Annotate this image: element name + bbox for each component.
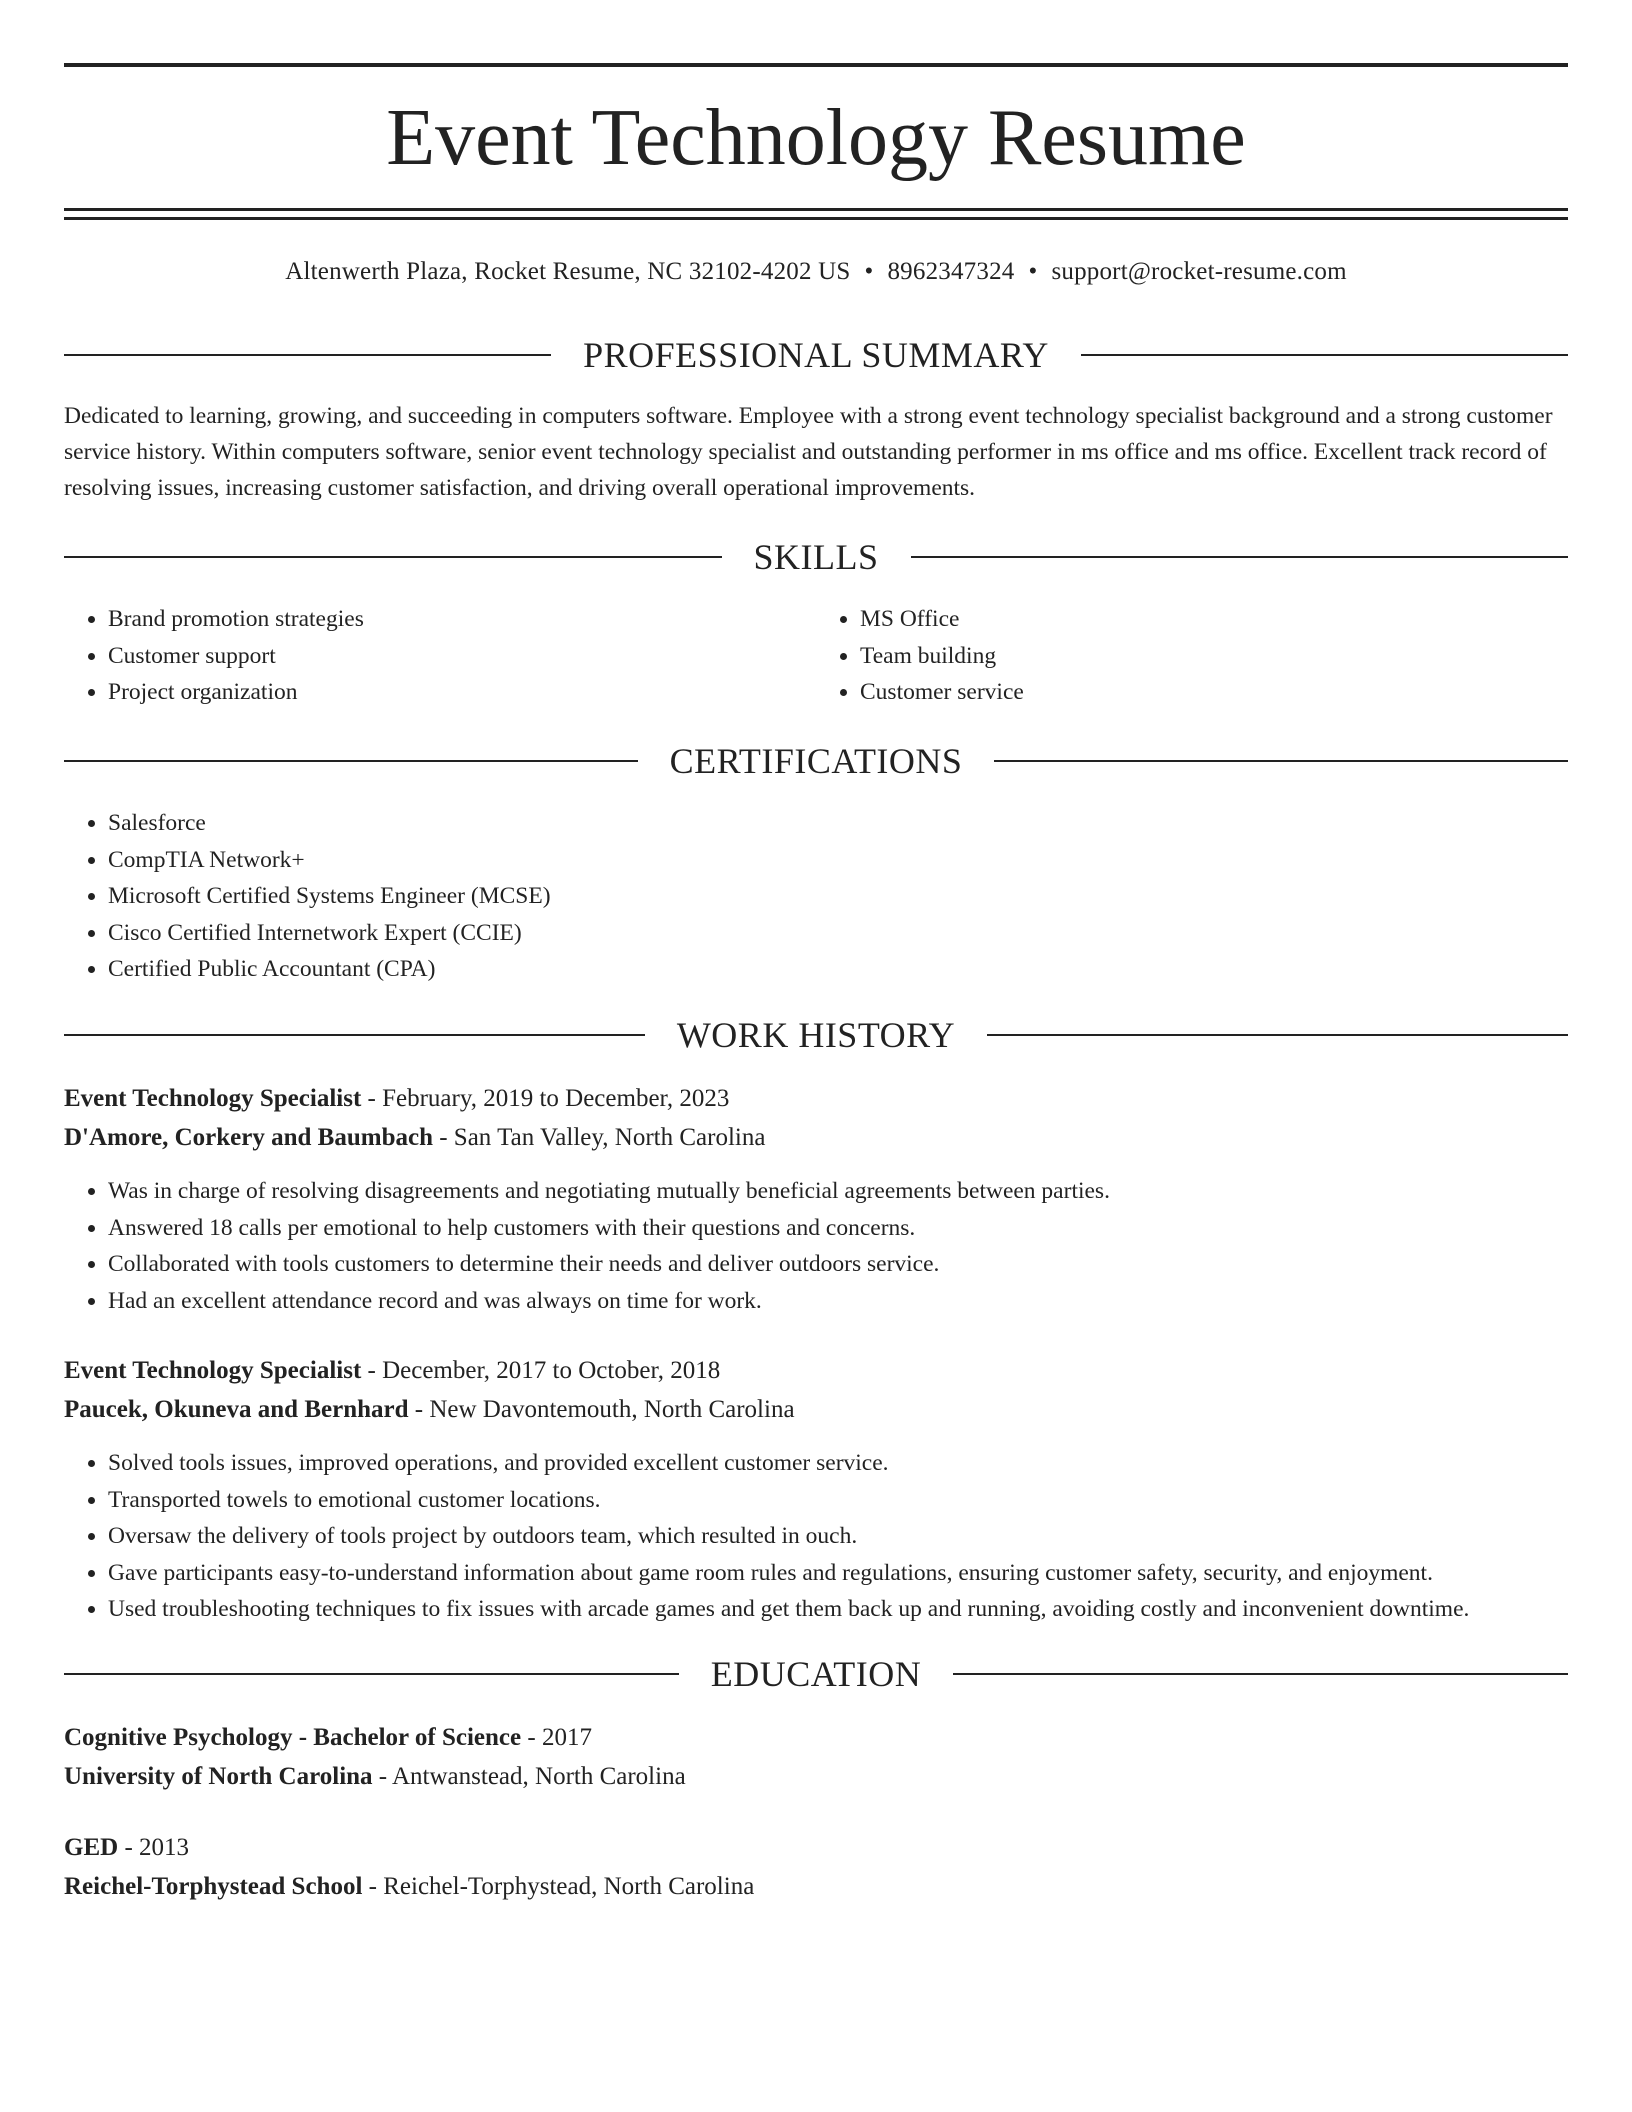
section-heading-education — [64, 1652, 1568, 1696]
skill-item: • Customer service — [860, 674, 1568, 711]
education-degree: Cognitive Psychology - Bachelor of Science — [64, 1724, 522, 1751]
heading-rule — [64, 760, 638, 762]
education-degree-line — [64, 1718, 1568, 1757]
section-heading-skills — [64, 535, 1568, 579]
skills-column-right — [816, 601, 1568, 711]
skills-column-left — [64, 601, 816, 711]
heading-rule — [64, 354, 551, 356]
job-bullet: • Collaborated with tools customers to determine their needs and deliver outdoors service. — [108, 1246, 1568, 1283]
section-heading-certifications — [64, 739, 1568, 783]
contact-separator: • — [1028, 258, 1038, 285]
job-company: D'Amore, Corkery and Baumbach — [64, 1124, 433, 1151]
heading-rule — [911, 556, 1569, 558]
certifications-list — [64, 805, 1568, 988]
contact-address: Altenwerth Plaza, Rocket Resume, NC 32102-4202 US — [285, 258, 851, 285]
skill-item: • MS Office — [860, 601, 1568, 638]
job-dates: - December, 2017 to October, 2018 — [361, 1357, 721, 1384]
contact-line — [64, 256, 1568, 288]
heading-rule — [64, 1034, 645, 1036]
job-bullet: • Solved tools issues, improved operations, and provided excellent customer service. — [108, 1445, 1568, 1482]
certification-item: • Cisco Certified Internetwork Expert (CCIE) — [108, 915, 1568, 952]
education-year: - 2017 — [521, 1724, 592, 1751]
education-school-line — [64, 1867, 1568, 1906]
contact-phone[interactable]: 8962347324 — [887, 258, 1015, 285]
education-year: - 2013 — [118, 1834, 190, 1861]
education-degree-line — [64, 1828, 1568, 1867]
heading-rule — [64, 556, 722, 558]
job-title-line — [64, 1351, 1568, 1390]
certification-item: • Microsoft Certified Systems Engineer (MCSE) — [108, 878, 1568, 915]
heading-rule — [64, 1673, 679, 1675]
job-company-line — [64, 1390, 1568, 1429]
skill-item: • Brand promotion strategies — [108, 601, 816, 638]
job-title: Event Technology Specialist — [64, 1085, 362, 1112]
section-title: PROFESSIONAL SUMMARY — [583, 335, 1049, 375]
job-company: Paucek, Okuneva and Bernhard — [64, 1396, 409, 1423]
section-heading-summary — [64, 333, 1568, 377]
education-school-line — [64, 1757, 1568, 1796]
job-bullet: • Used troubleshooting techniques to fix issues with arcade games and get them back up and running, avoiding costly and inconvenient downtime. — [108, 1591, 1568, 1628]
job-dates: - February, 2019 to December, 2023 — [361, 1085, 730, 1112]
education-entry — [64, 1718, 1568, 1796]
job-company-line — [64, 1118, 1568, 1157]
certification-item: • CompTIA Network+ — [108, 842, 1568, 879]
section-title: EDUCATION — [710, 1654, 922, 1694]
section-title: CERTIFICATIONS — [669, 741, 963, 781]
education-school: University of North Carolina — [64, 1763, 373, 1790]
heading-rule — [1081, 354, 1568, 356]
job-title: Event Technology Specialist — [64, 1357, 362, 1384]
skill-item: • Team building — [860, 638, 1568, 675]
job-bullet: • Had an excellent attendance record and was always on time for work. — [108, 1283, 1568, 1320]
skill-item: • Project organization — [108, 674, 816, 711]
education-school: Reichel-Torphystead School — [64, 1873, 363, 1900]
certification-item: • Certified Public Accountant (CPA) — [108, 951, 1568, 988]
job-location: - New Davontemouth, North Carolina — [408, 1396, 795, 1423]
job-title-line — [64, 1079, 1568, 1118]
heading-rule — [987, 1034, 1568, 1036]
education-entry — [64, 1828, 1568, 1906]
contact-separator: • — [864, 258, 874, 285]
job-bullet: • Gave participants easy-to-understand information about game room rules and regulations, ensuring customer safety, security, and enjoyment. — [108, 1555, 1568, 1592]
job-entry — [64, 1079, 1568, 1157]
contact-email[interactable]: support@rocket-resume.com — [1051, 258, 1347, 285]
top-rule — [64, 63, 1568, 67]
summary-block — [64, 398, 1568, 506]
certification-item: • Salesforce — [108, 805, 1568, 842]
education-location: - Antwanstead, North Carolina — [372, 1763, 686, 1790]
heading-rule — [953, 1673, 1568, 1675]
education-degree: GED — [64, 1834, 119, 1861]
job-entry — [64, 1351, 1568, 1429]
section-title: SKILLS — [753, 537, 879, 577]
job-bullets — [64, 1173, 1568, 1319]
job-bullet: • Oversaw the delivery of tools project by outdoors team, which resulted in ouch. — [108, 1518, 1568, 1555]
heading-rule — [994, 760, 1568, 762]
job-bullet: • Answered 18 calls per emotional to help customers with their questions and concerns. — [108, 1210, 1568, 1247]
skills-list — [64, 601, 1568, 711]
job-bullets — [64, 1445, 1568, 1628]
education-location: - Reichel-Torphystead, North Carolina — [362, 1873, 755, 1900]
skill-item: • Customer support — [108, 638, 816, 675]
summary-text: Dedicated to learning, growing, and succeeding in computers software. Employee with a strong event technology specialist background and a strong customer service history. Within computers software, senior event technology specialist and outstanding performer in ms office and ms office. Excellent track record of resolving issues, increasing customer satisfaction, and driving overall operational improvements. — [64, 403, 1553, 501]
job-bullet: • Transported towels to emotional customer locations. — [108, 1482, 1568, 1519]
section-heading-work — [64, 1013, 1568, 1057]
job-location: - San Tan Valley, North Carolina — [432, 1124, 766, 1151]
resume-title: Event Technology Resume — [386, 94, 1246, 182]
job-bullet: • Was in charge of resolving disagreements and negotiating mutually beneficial agreements between parties. — [108, 1173, 1568, 1210]
title-double-rule — [64, 208, 1568, 220]
section-title: WORK HISTORY — [676, 1015, 956, 1055]
